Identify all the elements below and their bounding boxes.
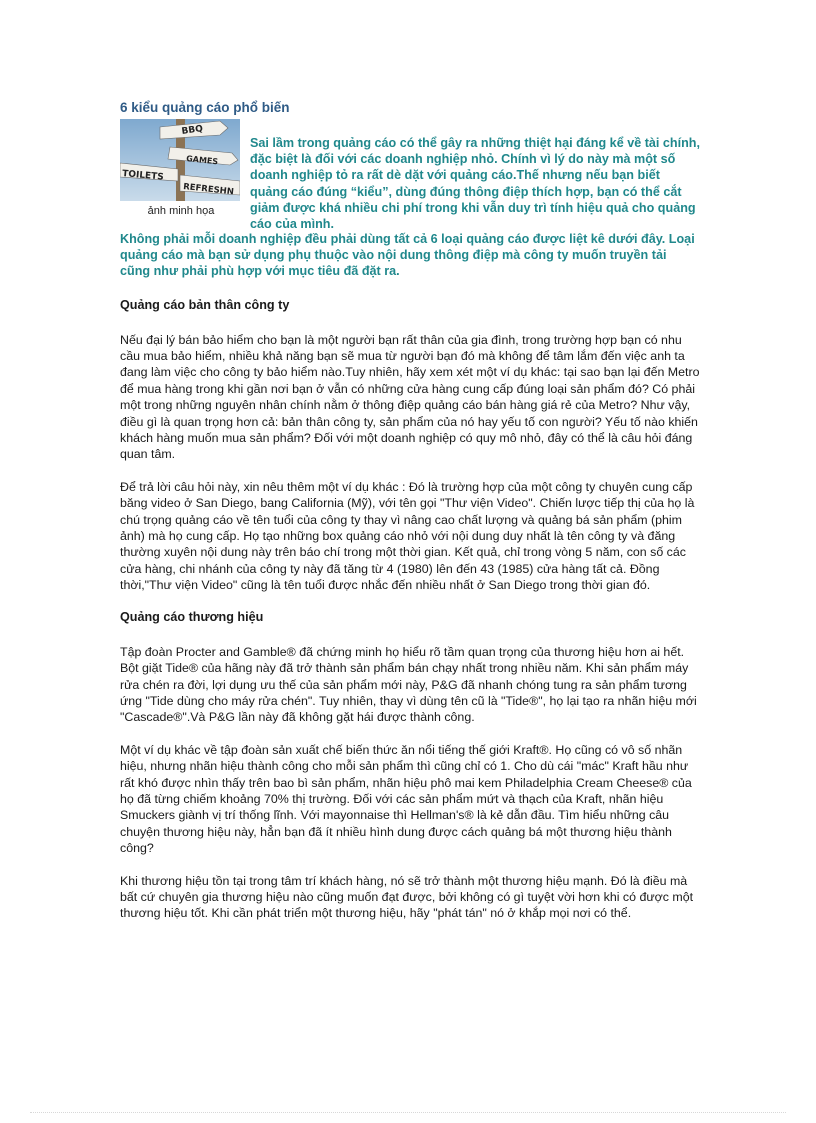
- body-paragraph: Để trả lời câu hỏi này, xin nêu thêm một ví dụ khác : Đó là trường hợp của một công ty chuyên cung cấp băng video ở San Diego, bang California (Mỹ), với tên gọi "Thư viện Video". Chiến lược tiếp thị của họ là chú trọng quảng cáo về tên tuổi của công ty thay vì nâng cao chất lượng và quảng bá sản phẩm (phim ảnh) mà họ cung cấp. Họ tạo những box quảng cáo nhỏ với nội dung duy nhất là tên công ty và đăng thường xuyên nội dung này trên báo chí trong một thời gian. Kết quả, chỉ trong vòng 5 năm, con số các cửa hàng, chi nhánh của công ty này đã tăng từ 4 (1980) lên đến 43 (1985) cửa hàng tất cả. Đồng thời,"Thư viện Video" cũng là tên tuổi được nhắc đến nhiều nhất ở San Diego trong thời gian đó.: [120, 479, 695, 593]
- body-paragraph: Nếu đại lý bán bảo hiểm cho bạn là một người bạn rất thân của gia đình, trong trường hợp bạn có nhu cầu mua bảo hiểm, nhiều khả năng bạn sẽ mua từ người bạn đó mà không để tâm lắm đến việc anh ta đang làm việc cho công ty bảo hiểm nào.Tuy nhiên, hãy xem xét một ví dụ khác: tại sao bạn lại đến Metro để mua hàng trong khi gần nơi bạn ở vẫn có những cửa hàng cung cấp đúng loại sản phẩm đó? Có phải một trong những nguyên nhân chính nằm ở thông điệp quảng cáo bán hàng giá rẻ của Metro? Như vậy, điều gì là quan trọng hơn cả: bản thân công ty, sản phẩm của nó hay yếu tố con người? Yếu tố nào khiến khách hàng muốn mua sản phẩm? Đối với một doanh nghiệp có quy mô nhỏ, đây có thể là câu hỏi đáng quan tâm.: [120, 332, 700, 462]
- lead-paragraph: Sai lầm trong quảng cáo có thể gây ra những thiệt hại đáng kể về tài chính, đặc biệt là đối với các doanh nghiệp nhỏ. Chính vì lý do này mà một số doanh nghiệp tỏ ra rất dè dặt với quảng cáo.Thế nhưng nếu bạn biết quảng cáo đúng “kiểu”, dùng đúng thông điệp thích hợp, bạn có thể cắt giảm được khá nhiều chi phí trong khi vẫn duy trì tính hiệu quả cho quảng cáo của mình.: [250, 136, 700, 232]
- page-bottom-divider: [30, 1112, 786, 1113]
- section-heading-brand: Quảng cáo thương hiệu: [120, 609, 264, 624]
- lead-paragraph-2: Không phải mỗi doanh nghiệp đều phải dùng tất cả 6 loại quảng cáo được liệt kê dưới đây. Loại quảng cáo mà bạn sử dụng phụ thuộc vào nội dung thông điệp mà công ty muốn truyền tải cũng như phải phù hợp với mục tiêu đã đặt ra.: [120, 232, 695, 279]
- body-paragraph: Khi thương hiệu tồn tại trong tâm trí khách hàng, nó sẽ trở thành một thương hiệu mạnh. Đó là điều mà bất cứ chuyên gia thương hiệu nào cũng muốn đạt được, bởi không có gì tuyệt vời hơn khi có được một thương hiệu tốt. Khi cần phát triển một thương hiệu, hãy "phát tán" nó ở khắp mọi nơi có thể.: [120, 873, 694, 921]
- intro-block: [120, 119, 700, 231]
- sign-text-toilets: TOILETS: [121, 169, 165, 183]
- article-title: 6 kiểu quảng cáo phổ biến: [120, 100, 290, 115]
- section-heading-company: Quảng cáo bản thân công ty: [120, 297, 290, 312]
- sign-text-refresh: REFRESHN: [182, 182, 235, 198]
- body-paragraph: Một ví dụ khác về tập đoàn sản xuất chế biến thức ăn nổi tiếng thế giới Kraft®. Họ cũng có vô số nhãn hiệu, nhưng nhãn hiệu thành công cho mỗi sản phẩm thì cũng chỉ có 1. Cho dù cái "mác" Kraft hầu như rất khó được nhìn thấy trên bao bì sản phẩm, nhãn hiệu phô mai kem Philadelphia Cream Cheese® của họ đã từng chiếm khoảng 70% thị trường. Đối với các sản phẩm mứt và thạch của Kraft, nhãn hiệu Smuckers giành vị trí thống lĩnh. Với mayonnaise thì Hellman's® là kẻ dẫn đầu. Tìm hiểu những câu chuyện thương hiệu này, hẳn bạn đã ít nhiều hình dung được cách quảng bá một thương hiệu thành công?: [120, 742, 692, 856]
- signpost-photo: [120, 119, 240, 201]
- image-caption: ảnh minh họa: [147, 205, 215, 217]
- sign-text-games: GAMES: [185, 154, 219, 167]
- sign-text-bbq: BBQ: [181, 124, 204, 137]
- body-paragraph: Tập đoàn Procter and Gamble® đã chứng minh họ hiểu rõ tầm quan trọng của thương hiệu hơn ai hết. Bột giặt Tide® của hãng này đã trở thành sản phẩm bán chạy nhất trong nhiều năm. Khi sản phẩm máy rửa chén ra đời, lợi dụng ưu thế của sản phẩm mới này, P&G đã nhanh chóng tung ra sản phẩm tương ứng "Tide dùng cho máy rửa chén". Tuy nhiên, thay vì dùng tên cũ là "Tide®", họ lại tạo ra nhãn hiệu mới "Cascade®".Và P&G lần này đã không gặt hái được thành công.: [120, 644, 697, 725]
- article: [120, 100, 700, 938]
- illustration-figure: [120, 119, 242, 217]
